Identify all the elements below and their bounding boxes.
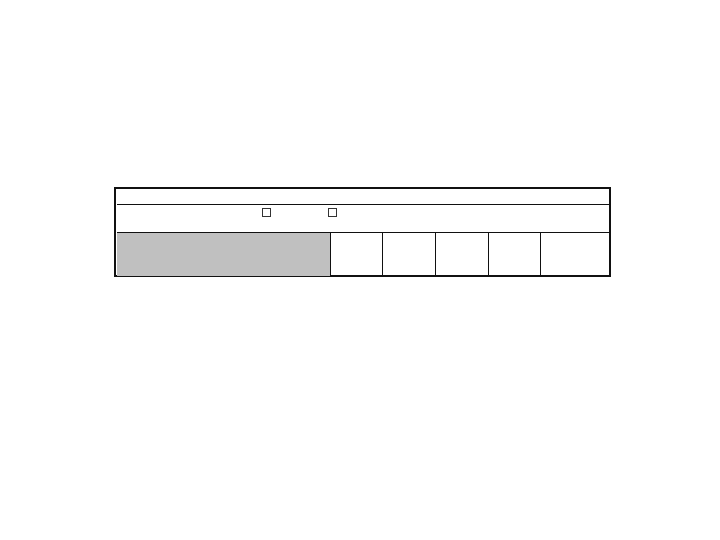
entry-grid bbox=[73, 277, 612, 420]
column-header-holding-temp bbox=[541, 233, 611, 276]
breakfast-option[interactable] bbox=[262, 208, 273, 219]
column-header-time-first-pan bbox=[436, 233, 489, 276]
column-header-hold-temp bbox=[383, 233, 436, 276]
lunch-checkbox[interactable] bbox=[328, 208, 337, 217]
lunch-option[interactable] bbox=[328, 208, 339, 219]
production-record-form bbox=[114, 187, 611, 277]
breakfast-checkbox[interactable] bbox=[262, 208, 271, 217]
form-title bbox=[117, 190, 610, 205]
top-accent-bar bbox=[0, 0, 720, 29]
column-header-cook-temp bbox=[331, 233, 383, 276]
menu-item-header-cell bbox=[117, 233, 331, 276]
column-header-food-temp bbox=[489, 233, 541, 276]
menu-row bbox=[117, 205, 610, 233]
